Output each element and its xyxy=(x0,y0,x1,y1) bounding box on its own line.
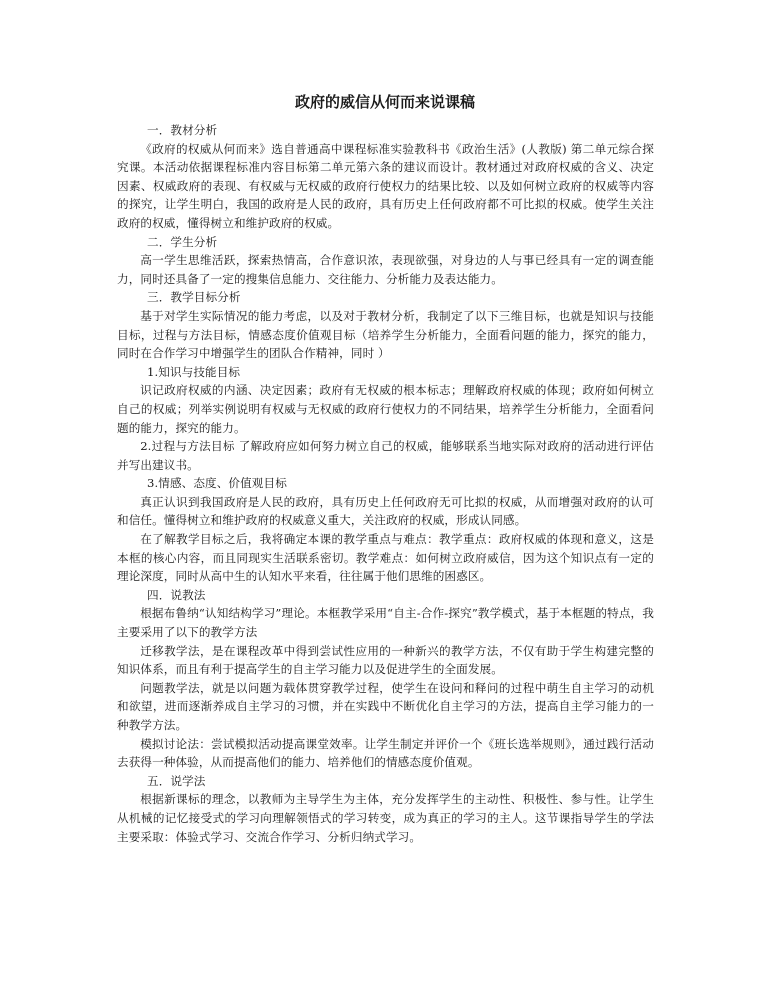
paragraph: 问题教学法，就是以问题为载体贯穿教学过程，使学生在设问和释问的过程中萌生自主学习的动机和欲望，进而逐渐养成自主学习的习惯，并在实践中不断优化自主学习的方法，提高自主学习能力的一种教学方法。 xyxy=(117,680,654,732)
subheading-1: 1.知识与技能目标 xyxy=(147,364,241,379)
paragraph: 《政府的权威从何而来》选自普通高中课程标准实验教科书《政治生活》(人教版) 第二单元综合探究课。本活动依据课程标准内容目标第二单元第六条的建议而设计。教材通过对政府权威的含义、决定因素、权威政府的表现、有权威与无权威的政府行使权力的结果比较、以及如何树立政府的权威等内容的探究，让学生明白，我国的政府是人民的政府，具有历史上任何政府都不可比拟的权威。使学生关注政府的权威，懂得树立和维护政府的权威。 xyxy=(117,141,654,230)
document-body xyxy=(117,121,654,846)
section-heading-4: 四．说教法 xyxy=(147,587,206,602)
paragraph: 根据布鲁纳“认知结构学习”理论。本框教学采用“自主-合作-探究”教学模式，基于本框题的特点，我主要采用了以下的教学方法 xyxy=(117,606,654,640)
subheading-3: 3.情感、态度、价值观目标 xyxy=(147,476,287,491)
section-heading-5: 五．说学法 xyxy=(147,773,206,788)
paragraph: 在了解教学目标之后，我将确定本课的教学重点与难点：教学重点：政府权威的体现和意义，这是本框的核心内容，而且同现实生活联系密切。教学难点：如何树立政府威信，因为这个知识点有一定的理论深度，同时从高中生的认知水平来看，往往属于他们思维的困惑区。 xyxy=(117,532,654,584)
paragraph: 基于对学生实际情况的能力考虑，以及对于教材分析，我制定了以下三维目标，也就是知识与技能目标，过程与方法目标，情感态度价值观目标（培养学生分析能力，全面看问题的能力，探究的能力，同时在合作学习中增强学生的团队合作精神，同时 ） xyxy=(117,308,654,361)
paragraph: 真正认识到我国政府是人民的政府，具有历史上任何政府无可比拟的权威，从而增强对政府的认可和信任。懂得树立和维护政府的权威意义重大，关注政府的权威，形成认同感。 xyxy=(117,494,654,528)
paragraph: 2.过程与方法目标 了解政府应如何努力树立自己的权威，能够联系当地实际对政府的活动进行评估并写出建议书。 xyxy=(117,439,654,472)
document-title: 政府的威信从何而来说课稿 xyxy=(294,93,475,111)
paragraph: 模拟讨论法：尝试模拟活动提高课堂效率。让学生制定并评价一个《班长选举规则》，通过践行活动去获得一种体验，从而提高他们的能力、培养他们的情感态度价值观。 xyxy=(117,736,654,770)
section-heading-3: 三．教学目标分析 xyxy=(147,290,241,305)
paragraph: 根据新课标的理念，以教师为主导学生为主体，充分发挥学生的主动性、积极性、参与性。让学生从机械的记忆接受式的学习向理解领悟式的学习转变，成为真正的学习的主人。这节课指导学生的学法主要采取：体验式学习、交流合作学习、分析归纳式学习。 xyxy=(117,792,654,844)
section-heading-1: 一．教材分析 xyxy=(147,123,218,137)
section-heading-2: 二．学生分析 xyxy=(147,234,218,249)
paragraph: 迁移教学法，是在课程改革中得到尝试性应用的一种新兴的教学方法，不仅有助于学生构建完整的知识体系，而且有利于提高学生的自主学习能力以及促进学生的全面发展。 xyxy=(117,643,654,677)
paragraph: 高一学生思维活跃，探索热情高，合作意识浓，表现欲强，对身边的人与事已经具有一定的调查能力，同时还具备了一定的搜集信息能力、交往能力、分析能力及表达能力。 xyxy=(117,253,654,286)
paragraph: 识记政府权威的内涵、决定因素；政府有无权威的根本标志；理解政府权威的体现；政府如何树立自己的权威；列举实例说明有权威与无权威的政府行使权力的不同结果，培养学生分析能力，全面看问题的能力，探究的能力。 xyxy=(117,383,654,435)
